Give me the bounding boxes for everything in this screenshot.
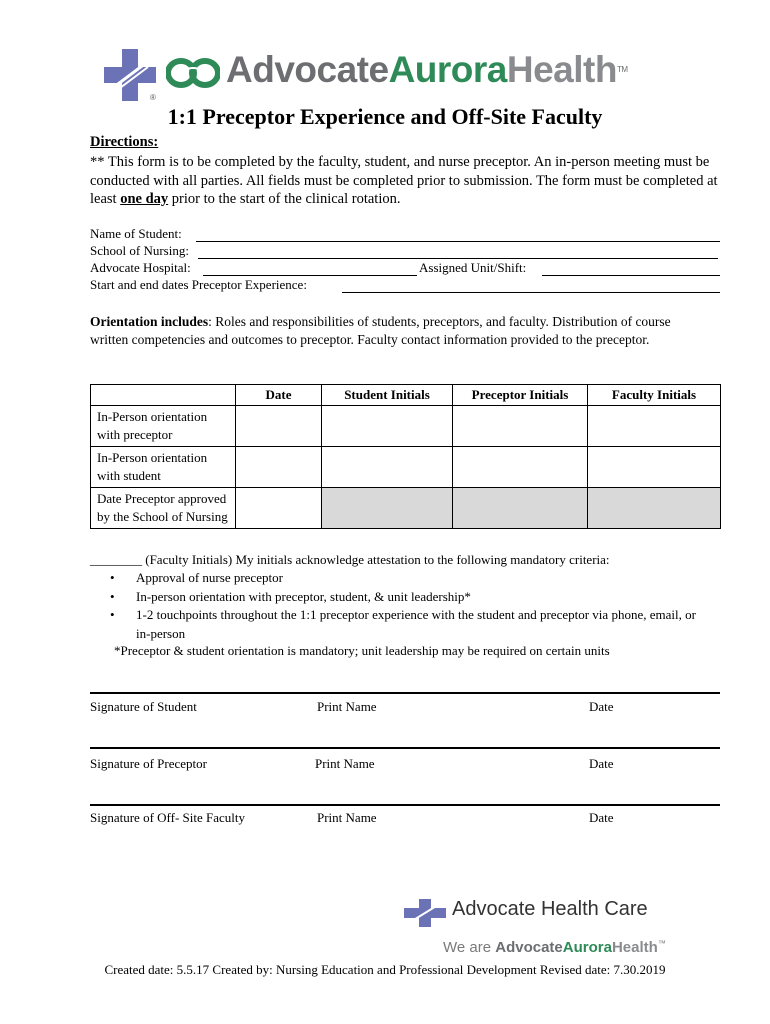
registered-mark: ® xyxy=(150,93,156,102)
preceptor-initials-cell[interactable] xyxy=(453,447,588,488)
shaded-cell xyxy=(453,488,588,529)
orientation-table xyxy=(90,384,721,529)
student-name-line[interactable] xyxy=(196,241,720,242)
orientation-note: *Preceptor & student orientation is mandatory; unit leadership may be required on certain units xyxy=(114,643,610,658)
brand-part-advocate: Advocate xyxy=(226,49,389,90)
school-line[interactable] xyxy=(198,258,718,259)
directions-text xyxy=(90,153,730,209)
advocate-aurora-logo xyxy=(104,46,704,106)
row-label: Date Preceptor approved by the School of Nursing xyxy=(91,488,236,529)
table-header-student-initials: Student Initials xyxy=(322,385,453,406)
table-header-preceptor-initials: Preceptor Initials xyxy=(453,385,588,406)
signature-line-preceptor[interactable] xyxy=(90,747,720,749)
directions-label: Directions: xyxy=(90,134,159,150)
student-initials-cell[interactable] xyxy=(322,447,453,488)
we-are-tagline xyxy=(443,939,666,956)
date-label: Date xyxy=(589,810,614,825)
student-initials-cell[interactable] xyxy=(322,406,453,447)
shaded-cell xyxy=(322,488,453,529)
hospital-line[interactable] xyxy=(203,275,417,276)
trademark-mark: ™ xyxy=(657,939,666,948)
print-name-label: Print Name xyxy=(317,699,377,714)
unit-line[interactable] xyxy=(542,275,720,276)
orientation-text: : Roles and responsibilities of students, preceptors, and faculty. Distribution of course written competencies and outcomes to preceptor. Faculty contact information provided to the preceptor. xyxy=(90,314,671,347)
field-student-label: Name of Student: xyxy=(90,226,182,241)
we-are-text: We are xyxy=(443,939,496,956)
attestation-line xyxy=(90,551,610,570)
brand-part-health: Health xyxy=(506,49,617,90)
shaded-cell xyxy=(588,488,721,529)
advocate-health-care-logo-text: Advocate Health Care xyxy=(452,898,648,920)
brand-part-advocate: Advocate xyxy=(495,939,563,956)
date-cell[interactable] xyxy=(236,447,322,488)
field-school-label: School of Nursing: xyxy=(90,243,189,258)
list-item: • In-person orientation with preceptor, student, & unit leadership* xyxy=(108,588,708,607)
field-dates-label: Start and end dates Preceptor Experience: xyxy=(90,277,307,292)
signature-line-faculty[interactable] xyxy=(90,804,720,806)
table-row xyxy=(91,447,721,488)
date-cell[interactable] xyxy=(236,488,322,529)
directions-emphasis: one day xyxy=(120,191,169,207)
table-header-empty xyxy=(91,385,236,406)
directions-text-after: prior to the start of the clinical rotation. xyxy=(168,191,401,207)
created-date-footer: Created date: 5.5.17 Created by: Nursing Education and Professional Development Revised date: 7.30.2019 xyxy=(104,962,666,977)
brand-part-aurora: Aurora xyxy=(562,939,612,956)
cross-logo-icon xyxy=(404,899,446,927)
signature-preceptor-label: Signature of Preceptor xyxy=(90,756,207,771)
faculty-initials-blank[interactable]: ________ xyxy=(90,552,142,567)
list-item: • Approval of nurse preceptor xyxy=(108,569,708,588)
table-row xyxy=(91,406,721,447)
attestation-text: (Faculty Initials) My initials acknowledge attestation to the following mandatory criteria: xyxy=(142,552,610,567)
preceptor-initials-cell[interactable] xyxy=(453,406,588,447)
list-item: • 1-2 touchpoints throughout the 1:1 preceptor experience with the student and preceptor via phone, email, or in-person xyxy=(108,606,708,643)
brand-wordmark xyxy=(226,46,628,94)
page-title: 1:1 Preceptor Experience and Off-Site Faculty xyxy=(167,104,603,129)
criteria-list xyxy=(108,569,708,643)
signature-line-student[interactable] xyxy=(90,692,720,694)
faculty-initials-cell[interactable] xyxy=(588,406,721,447)
dates-line[interactable] xyxy=(342,292,720,293)
table-header-faculty-initials: Faculty Initials xyxy=(588,385,721,406)
faculty-initials-cell[interactable] xyxy=(588,447,721,488)
field-hospital-label: Advocate Hospital: xyxy=(90,260,191,275)
orientation-paragraph xyxy=(90,313,710,348)
brand-part-aurora: Aurora xyxy=(388,49,507,90)
orientation-label: Orientation includes xyxy=(90,314,209,329)
table-header-row xyxy=(91,385,721,406)
table-header-date: Date xyxy=(236,385,322,406)
brand-part-health: Health xyxy=(611,939,658,956)
date-label: Date xyxy=(589,756,614,771)
wave-logo-icon xyxy=(166,56,220,90)
row-label: In-Person orientation with student xyxy=(91,447,236,488)
date-cell[interactable] xyxy=(236,406,322,447)
date-label: Date xyxy=(589,699,614,714)
signature-faculty-label: Signature of Off- Site Faculty xyxy=(90,810,246,825)
print-name-label: Print Name xyxy=(317,810,377,825)
signature-student-label: Signature of Student xyxy=(90,699,197,714)
table-row xyxy=(91,488,721,529)
trademark-mark: TM xyxy=(616,65,628,74)
directions-text-before: ** This form is to be completed by the faculty, student, and nurse preceptor. An in-person meeting must be conducted with all parties. All fields must be completed prior to submission. The form must be completed at least xyxy=(90,154,718,207)
row-label: In-Person orientation with preceptor xyxy=(91,406,236,447)
print-name-label: Print Name xyxy=(315,756,375,771)
cross-logo-icon xyxy=(104,49,156,101)
field-unit-label: Assigned Unit/Shift: xyxy=(419,260,527,275)
